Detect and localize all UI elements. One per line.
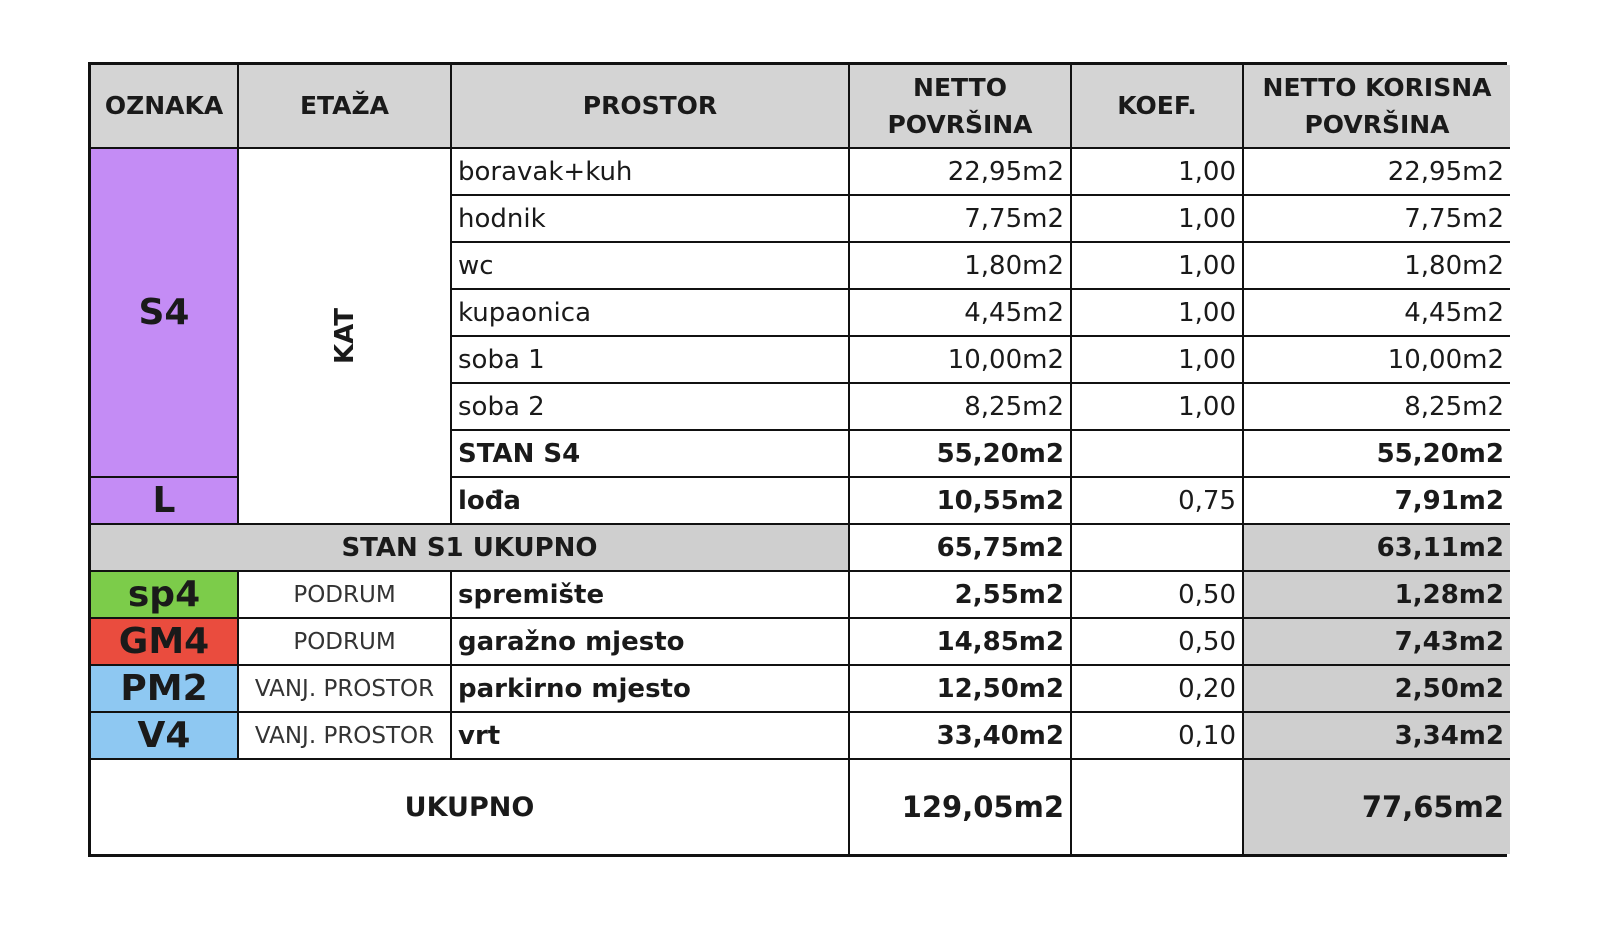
prostor-cell: soba 2 <box>452 384 850 431</box>
netto-cell: 1,80m2 <box>850 243 1072 290</box>
area-table <box>88 62 1507 857</box>
koef-cell: 0,50 <box>1072 572 1244 619</box>
unit-code-pm2: PM2 <box>91 666 239 713</box>
prostor-cell: parkirno mjesto <box>452 666 850 713</box>
koef-cell: 0,75 <box>1072 478 1244 525</box>
subtotal-label: STAN S4 <box>452 431 850 478</box>
header-etaza: ETAŽA <box>239 65 452 149</box>
etaza-cell: PODRUM <box>239 572 452 619</box>
korisna-cell: 7,75m2 <box>1244 196 1510 243</box>
koef-cell: 1,00 <box>1072 337 1244 384</box>
prostor-cell: wc <box>452 243 850 290</box>
korisna-cell: 2,50m2 <box>1244 666 1510 713</box>
etaza-cell: VANJ. PROSTOR <box>239 666 452 713</box>
subtotal-koef-empty <box>1072 431 1244 478</box>
koef-cell: 1,00 <box>1072 243 1244 290</box>
korisna-cell: 7,43m2 <box>1244 619 1510 666</box>
netto-cell: 10,00m2 <box>850 337 1072 384</box>
prostor-cell: spremište <box>452 572 850 619</box>
unit-code-gm4: GM4 <box>91 619 239 666</box>
korisna-cell: 3,34m2 <box>1244 713 1510 760</box>
grand-total-koef-empty <box>1072 760 1244 854</box>
prostor-cell: boravak+kuh <box>452 149 850 196</box>
netto-cell: 4,45m2 <box>850 290 1072 337</box>
netto-cell: 2,55m2 <box>850 572 1072 619</box>
unit-code-s4: S4 <box>91 149 239 478</box>
netto-cell: 22,95m2 <box>850 149 1072 196</box>
koef-cell: 0,50 <box>1072 619 1244 666</box>
korisna-cell: 1,28m2 <box>1244 572 1510 619</box>
header-netto-korisna: NETTO KORISNA POVRŠINA <box>1244 65 1510 149</box>
unit-code-v4: V4 <box>91 713 239 760</box>
header-prostor: PROSTOR <box>452 65 850 149</box>
etaza-kat <box>239 149 452 525</box>
etaza-cell: PODRUM <box>239 619 452 666</box>
korisna-cell: 8,25m2 <box>1244 384 1510 431</box>
grand-total-korisna: 77,65m2 <box>1244 760 1510 854</box>
prostor-cell: soba 1 <box>452 337 850 384</box>
subtotal-korisna: 55,20m2 <box>1244 431 1510 478</box>
unit-code-l: L <box>91 478 239 525</box>
netto-cell: 7,75m2 <box>850 196 1072 243</box>
koef-cell: 0,20 <box>1072 666 1244 713</box>
subtotal-netto: 55,20m2 <box>850 431 1072 478</box>
korisna-cell: 1,80m2 <box>1244 243 1510 290</box>
korisna-cell: 10,00m2 <box>1244 337 1510 384</box>
grand-total-label: UKUPNO <box>91 760 850 854</box>
prostor-cell: kupaonica <box>452 290 850 337</box>
header-oznaka: OZNAKA <box>91 65 239 149</box>
etaza-kat-label: KAT <box>329 308 360 364</box>
unit-code-sp4: sp4 <box>91 572 239 619</box>
stan-total-koef-empty <box>1072 525 1244 572</box>
koef-cell: 1,00 <box>1072 384 1244 431</box>
koef-cell: 0,10 <box>1072 713 1244 760</box>
korisna-cell: 7,91m2 <box>1244 478 1510 525</box>
prostor-cell: lođa <box>452 478 850 525</box>
koef-cell: 1,00 <box>1072 196 1244 243</box>
netto-cell: 12,50m2 <box>850 666 1072 713</box>
etaza-cell: VANJ. PROSTOR <box>239 713 452 760</box>
prostor-cell: hodnik <box>452 196 850 243</box>
netto-cell: 10,55m2 <box>850 478 1072 525</box>
header-netto-povrsina: NETTO POVRŠINA <box>850 65 1072 149</box>
netto-cell: 33,40m2 <box>850 713 1072 760</box>
prostor-cell: garažno mjesto <box>452 619 850 666</box>
header-koef: KOEF. <box>1072 65 1244 149</box>
prostor-cell: vrt <box>452 713 850 760</box>
stan-total-netto: 65,75m2 <box>850 525 1072 572</box>
korisna-cell: 22,95m2 <box>1244 149 1510 196</box>
korisna-cell: 4,45m2 <box>1244 290 1510 337</box>
netto-cell: 8,25m2 <box>850 384 1072 431</box>
koef-cell: 1,00 <box>1072 149 1244 196</box>
netto-cell: 14,85m2 <box>850 619 1072 666</box>
stan-total-korisna: 63,11m2 <box>1244 525 1510 572</box>
koef-cell: 1,00 <box>1072 290 1244 337</box>
stan-total-label: STAN S1 UKUPNO <box>91 525 850 572</box>
grand-total-netto: 129,05m2 <box>850 760 1072 854</box>
